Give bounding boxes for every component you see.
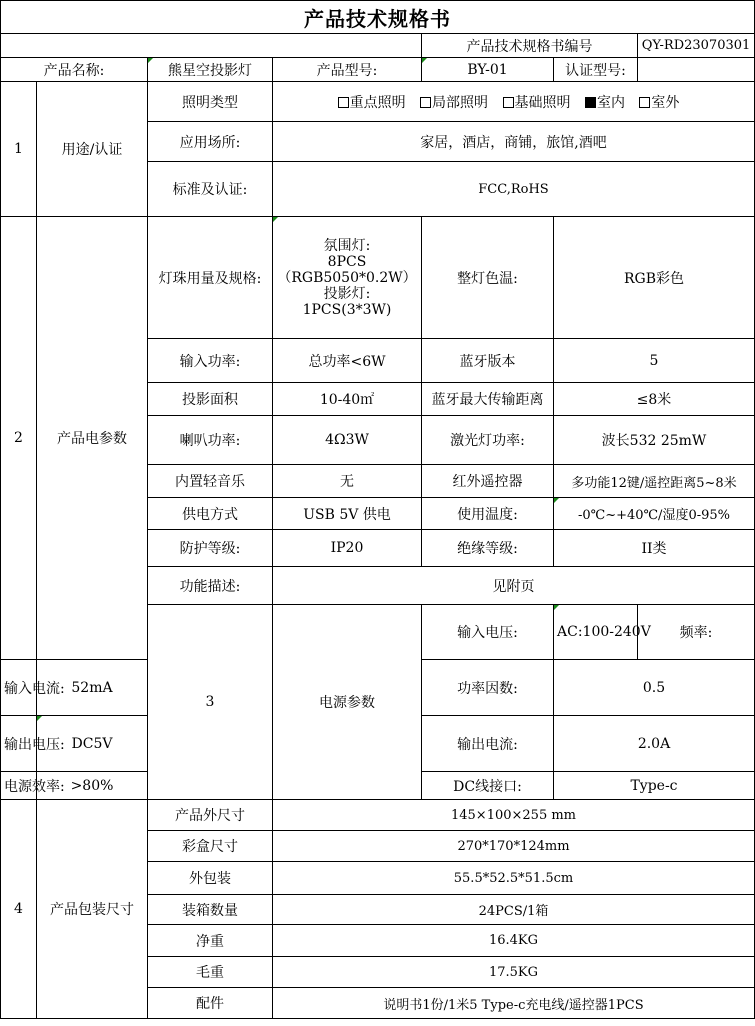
section-3-number: 3 (148, 605, 273, 800)
bt-range-label: 蓝牙最大传输距离 (422, 383, 554, 416)
led-spec-value: 氛围灯: 8PCS （RGB5050*0.2W） 投影灯: 1PCS(3*3W) (273, 217, 422, 339)
ip-rating-value: IP20 (273, 530, 422, 567)
input-voltage-label: 输入电压: (422, 605, 554, 660)
usage-value: 家居，酒店，商铺，旅馆,酒吧 (273, 122, 755, 162)
product-name-value: 熊星空投影灯 (148, 58, 273, 82)
output-current-value: 2.0A (554, 716, 755, 772)
checkbox[interactable] (639, 97, 650, 108)
document-title: 产品技术规格书 (1, 1, 755, 34)
color-temp-label: 整灯色温: (422, 217, 554, 339)
checkbox[interactable] (503, 97, 514, 108)
output-voltage-label: 输出电压: (1, 716, 37, 772)
ir-remote-label: 红外遥控器 (422, 465, 554, 498)
standard-value: FCC,RoHS (273, 162, 755, 217)
projection-area-value: 10-40㎡ (273, 383, 422, 416)
input-voltage-value: AC:100-240V (554, 605, 638, 660)
bt-version-value: 5 (554, 339, 755, 383)
section-4-name: 产品包装尺寸 (37, 800, 148, 1019)
lighting-option[interactable]: 局部照明 (420, 95, 488, 111)
operating-temp-value: -0℃~+40℃/湿度0-95% (554, 498, 755, 530)
cert-model-value (638, 58, 755, 82)
pack-row-label: 产品外尺寸 (148, 800, 273, 831)
dc-connector-label: DC线接口: (422, 772, 554, 800)
ip-rating-label: 防护等级: (148, 530, 273, 567)
product-model-label: 产品型号: (273, 58, 422, 82)
psu-efficiency-value: >80% (37, 772, 148, 800)
color-temp-value: RGB彩色 (554, 217, 755, 339)
section-2-number: 2 (1, 217, 37, 660)
led-spec-label: 灯珠用量及规格: (148, 217, 273, 339)
input-current-label: 输入电流: (1, 660, 37, 716)
power-supply-label: 供电方式 (148, 498, 273, 530)
lighting-type-label: 照明类型 (148, 82, 273, 122)
pack-row-label: 外包装 (148, 862, 273, 895)
operating-temp-label: 使用温度: (422, 498, 554, 530)
frequency-label: 频率: (638, 605, 755, 660)
lighting-option[interactable]: 室内 (585, 95, 625, 111)
insulation-label: 绝缘等级: (422, 530, 554, 567)
product-name-label: 产品名称: (1, 58, 148, 82)
pack-row-value: 55.5*52.5*51.5cm (273, 862, 755, 895)
speaker-power-label: 喇叭功率: (148, 416, 273, 465)
section-2-name: 产品电参数 (37, 217, 148, 660)
pack-row-value: 16.4KG (273, 925, 755, 957)
insulation-value: II类 (554, 530, 755, 567)
laser-power-label: 激光灯功率: (422, 416, 554, 465)
pack-row-value: 24PCS/1箱 (273, 895, 755, 925)
builtin-music-label: 内置轻音乐 (148, 465, 273, 498)
psu-efficiency-label: 电源效率: (1, 772, 37, 800)
projection-area-label: 投影面积 (148, 383, 273, 416)
power-factor-value: 0.5 (554, 660, 755, 716)
input-power-label: 输入功率: (148, 339, 273, 383)
blank-cell (1, 34, 422, 58)
checkbox[interactable] (338, 97, 349, 108)
pack-row-label: 净重 (148, 925, 273, 957)
pack-row-value: 270*170*124mm (273, 831, 755, 862)
lighting-option[interactable]: 基础照明 (503, 95, 571, 111)
checkbox-checked[interactable] (585, 97, 596, 108)
product-model-value: BY-01 (422, 58, 554, 82)
standard-label: 标准及认证: (148, 162, 273, 217)
section-4-number: 4 (1, 800, 37, 1019)
lighting-option[interactable]: 重点照明 (338, 95, 406, 111)
ir-remote-value: 多功能12键/遥控距离5~8米 (554, 465, 755, 498)
power-factor-label: 功率因数: (422, 660, 554, 716)
section-1-name: 用途/认证 (37, 82, 148, 217)
speaker-power-value: 4Ω3W (273, 416, 422, 465)
power-supply-value: USB 5V 供电 (273, 498, 422, 530)
dc-connector-value: Type-c (554, 772, 755, 800)
cert-model-label: 认证型号: (554, 58, 638, 82)
checkbox[interactable] (420, 97, 431, 108)
doc-number-value: QY-RD23070301 (638, 34, 755, 58)
section-3-name: 电源参数 (273, 605, 422, 800)
function-desc-value: 见附页 (273, 567, 755, 605)
usage-label: 应用场所: (148, 122, 273, 162)
output-voltage-value: DC5V (37, 716, 148, 772)
laser-power-value: 波长532 25mW (554, 416, 755, 465)
pack-row-label: 配件 (148, 988, 273, 1019)
function-desc-label: 功能描述: (148, 567, 273, 605)
bt-version-label: 蓝牙版本 (422, 339, 554, 383)
input-current-value: 52mA (37, 660, 148, 716)
section-1-number: 1 (1, 82, 37, 217)
output-current-label: 输出电流: (422, 716, 554, 772)
builtin-music-value: 无 (273, 465, 422, 498)
input-power-value: 总功率<6W (273, 339, 422, 383)
pack-row-value: 说明书1份/1米5 Type-c充电线/遥控器1PCS (273, 988, 755, 1019)
doc-number-label: 产品技术规格书编号 (422, 34, 638, 58)
pack-row-value: 145×100×255 mm (273, 800, 755, 831)
pack-row-label: 彩盒尺寸 (148, 831, 273, 862)
pack-row-label: 装箱数量 (148, 895, 273, 925)
lighting-option[interactable]: 室外 (639, 95, 679, 111)
bt-range-value: ≤8米 (554, 383, 755, 416)
lighting-type-options (273, 82, 755, 122)
pack-row-value: 17.5KG (273, 957, 755, 988)
pack-row-label: 毛重 (148, 957, 273, 988)
